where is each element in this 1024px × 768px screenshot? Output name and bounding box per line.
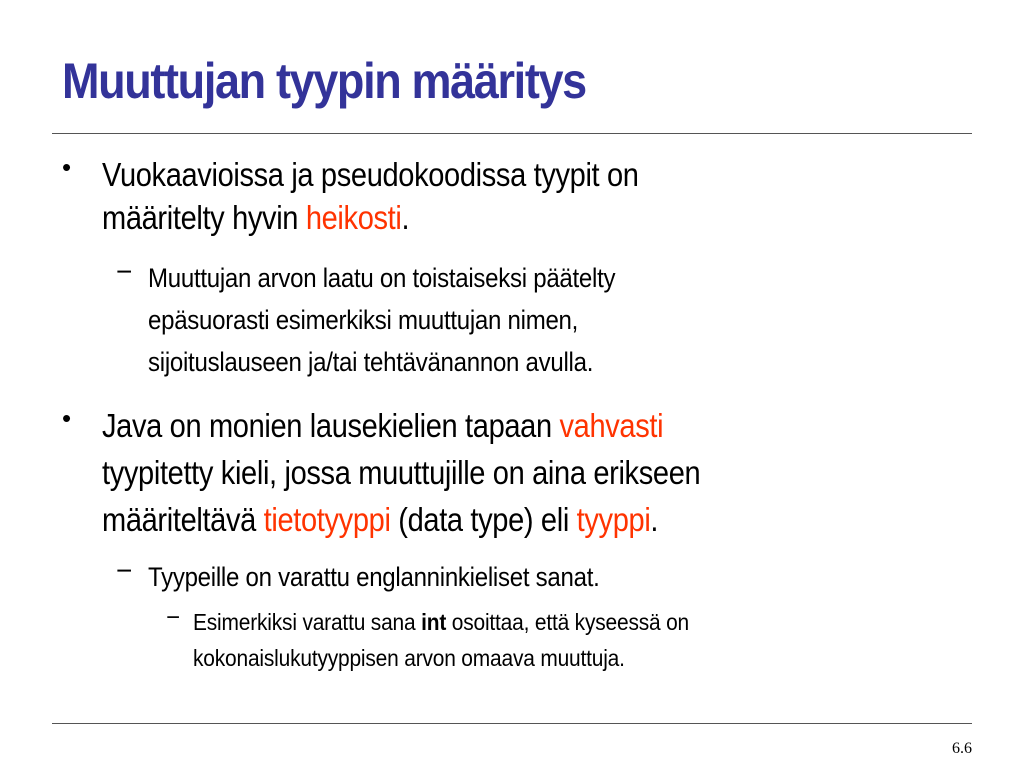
slide-title: Muuttujan tyypin määritys <box>62 53 586 109</box>
bullet-text: määritelty hyvin <box>102 199 306 236</box>
highlighted-term: tietotyyppi <box>263 501 391 538</box>
bullet-text: Esimerkiksi varattu sana <box>193 609 422 635</box>
page-number: 6.6 <box>952 740 972 757</box>
bullet-1-line-2 <box>102 196 409 239</box>
footer-divider <box>52 723 972 724</box>
subbullet-1-1-line-3: sijoituslauseen ja/tai tehtävänannon avulla. <box>148 347 594 377</box>
highlighted-term: tyyppi <box>576 501 651 538</box>
subsubbullet-2-1-1-line-2: kokonaislukutyyppisen arvon omaava muuttuja. <box>193 645 625 671</box>
bullet-text: Vuokaavioissa ja pseudokoodissa tyypit on <box>102 156 639 193</box>
bullet-text: osoittaa, että kyseessä on <box>446 609 690 635</box>
subbullet-1-1-line-2: epäsuorasti esimerkiksi muuttujan nimen, <box>148 305 579 335</box>
bullet-2-line-1 <box>102 404 663 447</box>
bullet-text: (data type) eli <box>390 501 577 538</box>
bullet-2-line-3 <box>102 498 658 541</box>
subsubbullet-2-1-1-line-1 <box>193 606 689 638</box>
subbullet-1-1-line-1: Muuttujan arvon laatu on toistaiseksi päätelty <box>148 263 616 293</box>
bullet-text: . <box>401 199 410 236</box>
bullet-2-line-2: tyypitetty kieli, jossa muuttujille on aina erikseen <box>102 454 701 491</box>
subbullet-marker: − <box>116 256 133 287</box>
bullet-text: Java on monien lausekielien tapaan <box>102 407 560 444</box>
bullet-text: . <box>650 501 659 538</box>
subbullet-2-1: Tyypeille on varattu englanninkieliset sanat. <box>148 562 600 592</box>
bullet-marker: • <box>62 152 72 182</box>
subbullet-marker: − <box>116 555 133 586</box>
bullet-1-line-1 <box>102 153 639 196</box>
highlighted-term: heikosti <box>305 199 402 236</box>
subsubbullet-marker: − <box>166 604 181 631</box>
bullet-text: määriteltävä <box>102 501 264 538</box>
title-divider <box>52 133 972 134</box>
bullet-marker: • <box>62 403 72 433</box>
keyword-int: int <box>421 609 447 635</box>
highlighted-term: vahvasti <box>559 407 664 444</box>
